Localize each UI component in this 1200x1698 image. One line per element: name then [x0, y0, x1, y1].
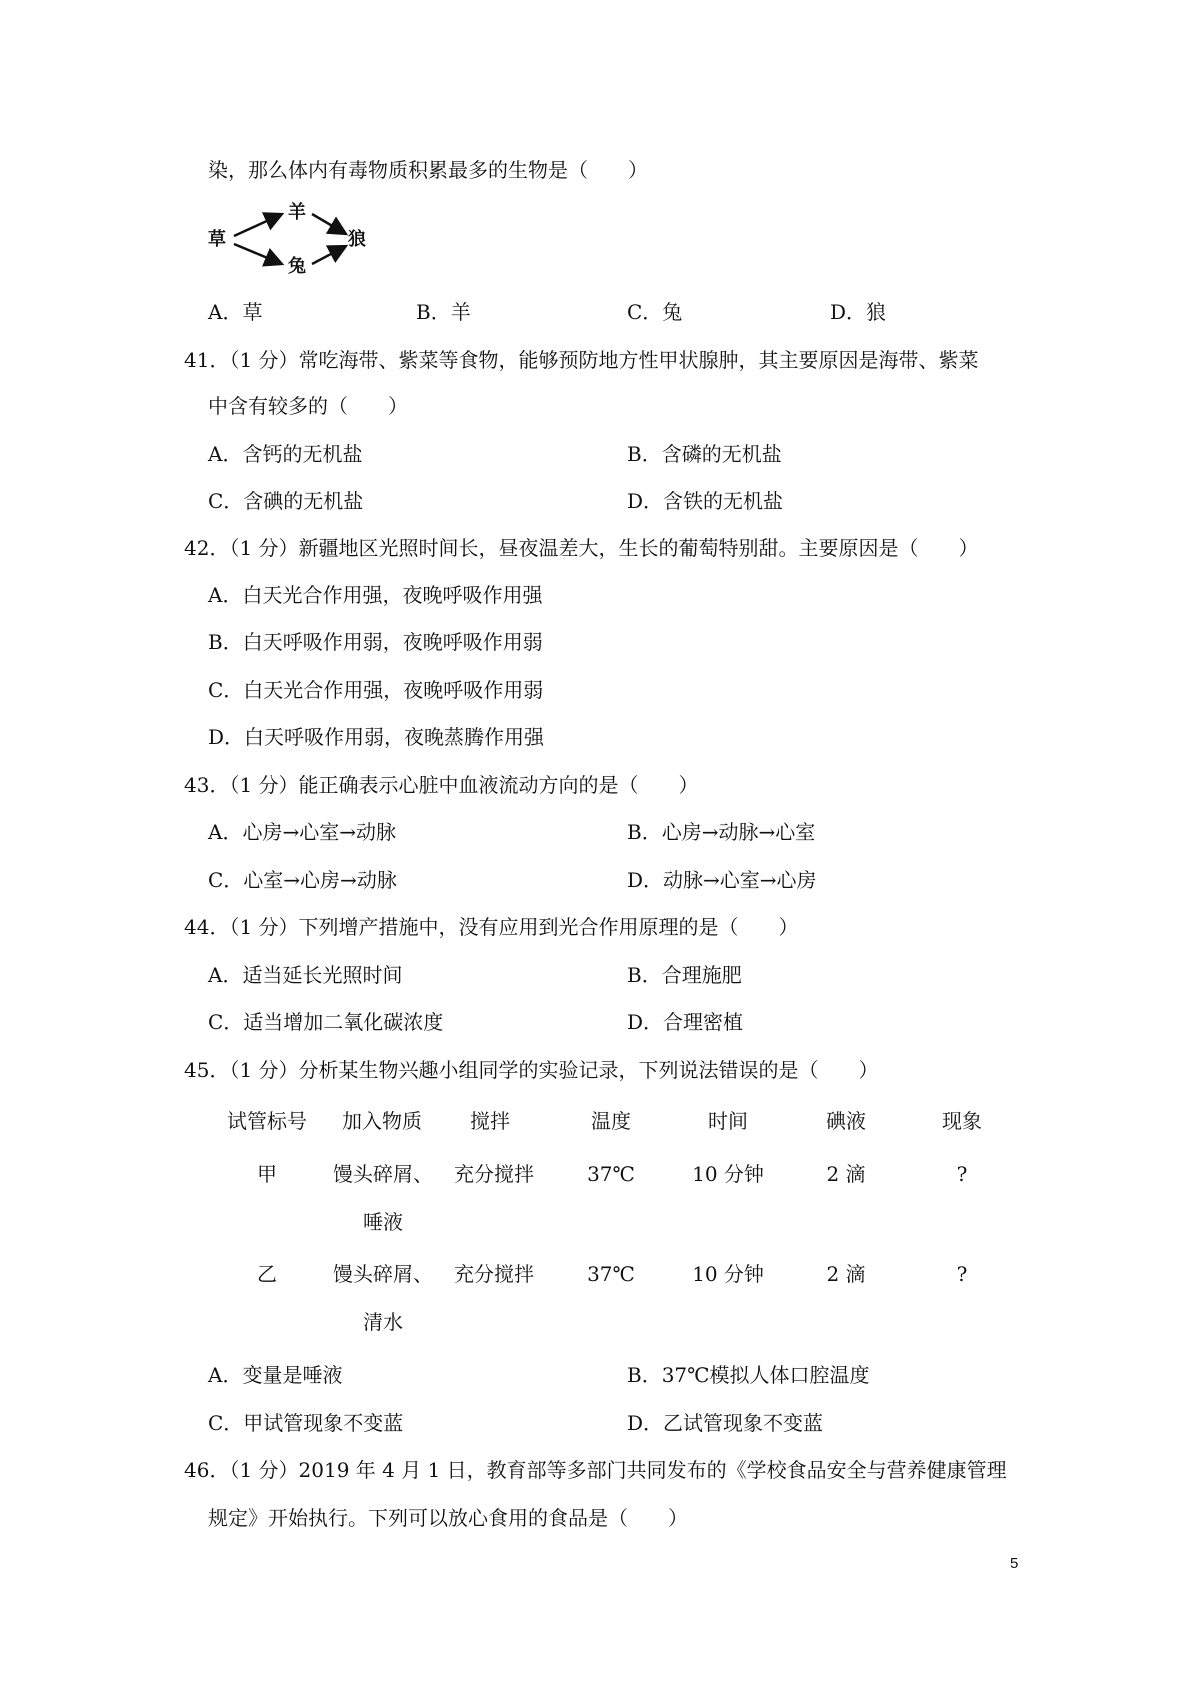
- q41-option-c: C．含碘的无机盐: [208, 489, 364, 513]
- q46-stem-line2: 规定》开始执行。下列可以放心食用的食品是（ ）: [208, 1506, 688, 1530]
- table-header-iodine: 碘液: [826, 1109, 866, 1133]
- food-web-sheep-label: 羊: [288, 202, 306, 223]
- q44-option-c: C．适当增加二氧化碳浓度: [208, 1010, 444, 1034]
- q44-stem: 44．（1 分）下列增产措施中，没有应用到光合作用原理的是（ ）: [184, 915, 799, 939]
- q45-option-c: C．甲试管现象不变蓝: [208, 1411, 404, 1435]
- table-header-time: 时间: [708, 1109, 748, 1133]
- q42-option-d: D．白天呼吸作用弱，夜晚蒸腾作用强: [208, 725, 545, 749]
- table-row1-substance-line1: 馒头碎屑、: [333, 1162, 433, 1186]
- q46-stem-line1: 46．（1 分）2019 年 4 月 1 日，教育部等多部门共同发布的《学校食品安全与营养健康管理: [184, 1458, 1007, 1482]
- food-web-wolf-label: 狼: [348, 229, 366, 250]
- table-row1-time: 10 分钟: [692, 1162, 764, 1186]
- q45-option-a: A．变量是唾液: [208, 1363, 343, 1387]
- food-web-rabbit-label: 兔: [288, 256, 306, 277]
- table-row2-result: ?: [956, 1262, 968, 1286]
- table-row1-result: ?: [956, 1162, 968, 1186]
- q41-option-d: D．含铁的无机盐: [627, 489, 784, 513]
- table-row1-stir: 充分搅拌: [454, 1162, 534, 1186]
- q42-stem: 42．（1 分）新疆地区光照时间长，昼夜温差大，生长的葡萄特别甜。主要原因是（ ）: [184, 536, 979, 560]
- table-header-substance: 加入物质: [342, 1109, 422, 1133]
- q43-option-d: D．动脉→心室→心房: [627, 868, 817, 892]
- table-row1-tube: 甲: [257, 1162, 277, 1186]
- table-row1-substance-line2: 唾液: [363, 1210, 403, 1234]
- arrow-sheep-wolf: [312, 214, 346, 234]
- q40-option-d: D．狼: [830, 300, 887, 324]
- q43-option-b: B．心房→动脉→心室: [627, 820, 816, 844]
- q44-option-b: B．合理施肥: [627, 963, 742, 987]
- table-row2-substance-line1: 馒头碎屑、: [333, 1262, 433, 1286]
- table-row2-stir: 充分搅拌: [454, 1262, 534, 1286]
- q41-stem-line1: 41．（1 分）常吃海带、紫菜等食物，能够预防地方性甲状腺肿，其主要原因是海带、紫菜: [184, 348, 979, 372]
- q41-option-a: A．含钙的无机盐: [208, 442, 363, 466]
- q42-option-b: B．白天呼吸作用弱，夜晚呼吸作用弱: [208, 630, 543, 654]
- table-row1-iodine: 2 滴: [826, 1162, 866, 1186]
- table-row1-temp: 37℃: [587, 1162, 635, 1186]
- table-header-temp: 温度: [591, 1109, 631, 1133]
- q43-stem: 43．（1 分）能正确表示心脏中血液流动方向的是（ ）: [184, 773, 699, 797]
- page-number: 5: [1010, 1555, 1019, 1572]
- arrow-grass-rabbit: [234, 244, 282, 264]
- table-row2-iodine: 2 滴: [826, 1262, 866, 1286]
- q42-option-a: A．白天光合作用强，夜晚呼吸作用强: [208, 583, 543, 607]
- table-row2-time: 10 分钟: [692, 1262, 764, 1286]
- q43-option-c: C．心室→心房→动脉: [208, 868, 397, 892]
- food-web-grass-label: 草: [208, 229, 226, 250]
- q43-option-a: A．心房→心室→动脉: [208, 820, 396, 844]
- q42-option-c: C．白天光合作用强，夜晚呼吸作用弱: [208, 678, 544, 702]
- table-header-tube: 试管标号: [227, 1109, 307, 1133]
- arrow-grass-sheep: [234, 214, 282, 236]
- table-row2-substance-line2: 清水: [363, 1310, 403, 1334]
- q41-option-b: B．含磷的无机盐: [627, 442, 782, 466]
- q45-option-b: B．37℃模拟人体口腔温度: [627, 1363, 870, 1387]
- table-row2-tube: 乙: [257, 1262, 277, 1286]
- q45-option-d: D．乙试管现象不变蓝: [627, 1411, 824, 1435]
- table-header-result: 现象: [942, 1109, 982, 1133]
- table-row2-temp: 37℃: [587, 1262, 635, 1286]
- q40-option-c: C．兔: [627, 300, 683, 324]
- q45-stem: 45．（1 分）分析某生物兴趣小组同学的实验记录，下列说法错误的是（ ）: [184, 1058, 879, 1082]
- q40-stem-continued: 染，那么体内有毒物质积累最多的生物是（ ）: [208, 158, 648, 182]
- q41-stem-line2: 中含有较多的（ ）: [208, 394, 408, 418]
- q40-option-a: A．草: [208, 300, 263, 324]
- q40-option-b: B．羊: [416, 300, 471, 324]
- q44-option-d: D．合理密植: [627, 1010, 744, 1034]
- food-web-diagram: [208, 200, 388, 278]
- q44-option-a: A．适当延长光照时间: [208, 963, 403, 987]
- table-header-stir: 搅拌: [470, 1109, 510, 1133]
- arrow-rabbit-wolf: [312, 246, 346, 264]
